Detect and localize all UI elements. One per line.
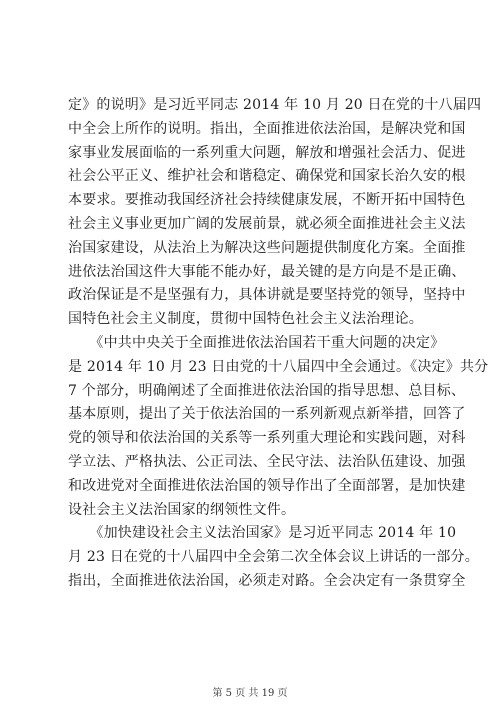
text-line: 政治保证是不是坚强有力，具体讲就是要坚持党的领导，坚持中 <box>68 287 466 304</box>
text-line: 社会主义事业更加广阔的发展前景，就必须全面推进社会主义法 <box>68 215 466 232</box>
text-line: 治国家建设，从法治上为解决这些问题提供制度化方案。全面推 <box>68 239 466 256</box>
text-line: 《中共中央关于全面推进依法治国若干重大问题的决定》 <box>68 334 445 351</box>
text-line: 进依法治国这件大事能不能办好，最关键的是方向是不是正确、 <box>68 263 466 280</box>
text-line: 本要求。要推动我国经济社会持续健康发展，不断开拓中国特色 <box>68 192 466 209</box>
page-footer: 第 5 页 共 19 页 <box>212 688 288 699</box>
text-line: 基本原则，提出了关于依法治国的一系列新观点新举措，回答了 <box>68 406 466 423</box>
text-line: 7 个部分，明确阐述了全面推进依法治国的指导思想、总目标、 <box>68 382 466 399</box>
text-line: 指出，全面推进依法治国，必须走对路。全会决定有一条贯穿全 <box>68 572 466 589</box>
text-line: 家事业发展面临的一系列重大问题，解放和增强社会活力、促进 <box>68 144 466 161</box>
text-line: 定》的说明》是习近平同志 2014 年 10 月 20 日在党的十八届四 <box>68 97 482 113</box>
text-line: 设社会主义法治国家的纲领性文件。 <box>68 501 296 518</box>
text-line: 中全会上所作的说明。指出，全面推进依法治国，是解决党和国 <box>68 120 466 137</box>
text-line: 社会公平正义、维护社会和谐稳定、确保党和国家长治久安的根 <box>68 168 466 185</box>
document-body <box>68 94 489 594</box>
text-line: 和改进党对全面推进依法治国的领导作出了全面部署，是加快建 <box>68 477 466 494</box>
text-line: 《加快建设社会主义法治国家》是习近平同志 2014 年 10 <box>68 525 457 542</box>
text-line: 国特色社会主义制度，贯彻中国特色社会主义法治理论。 <box>68 311 423 328</box>
text-line: 是 2014 年 10 月 23 日由党的十八届四中全会通过。《决定》共分 <box>68 358 489 375</box>
text-line: 党的领导和依法治国的关系等一系列重大理论和实践问题，对科 <box>68 430 466 447</box>
text-line: 月 23 日在党的十八届四中全会第二次全体会议上讲话的一部分。 <box>68 549 479 566</box>
text-line: 学立法、严格执法、公正司法、全民守法、法治队伍建设、加强 <box>68 453 466 470</box>
